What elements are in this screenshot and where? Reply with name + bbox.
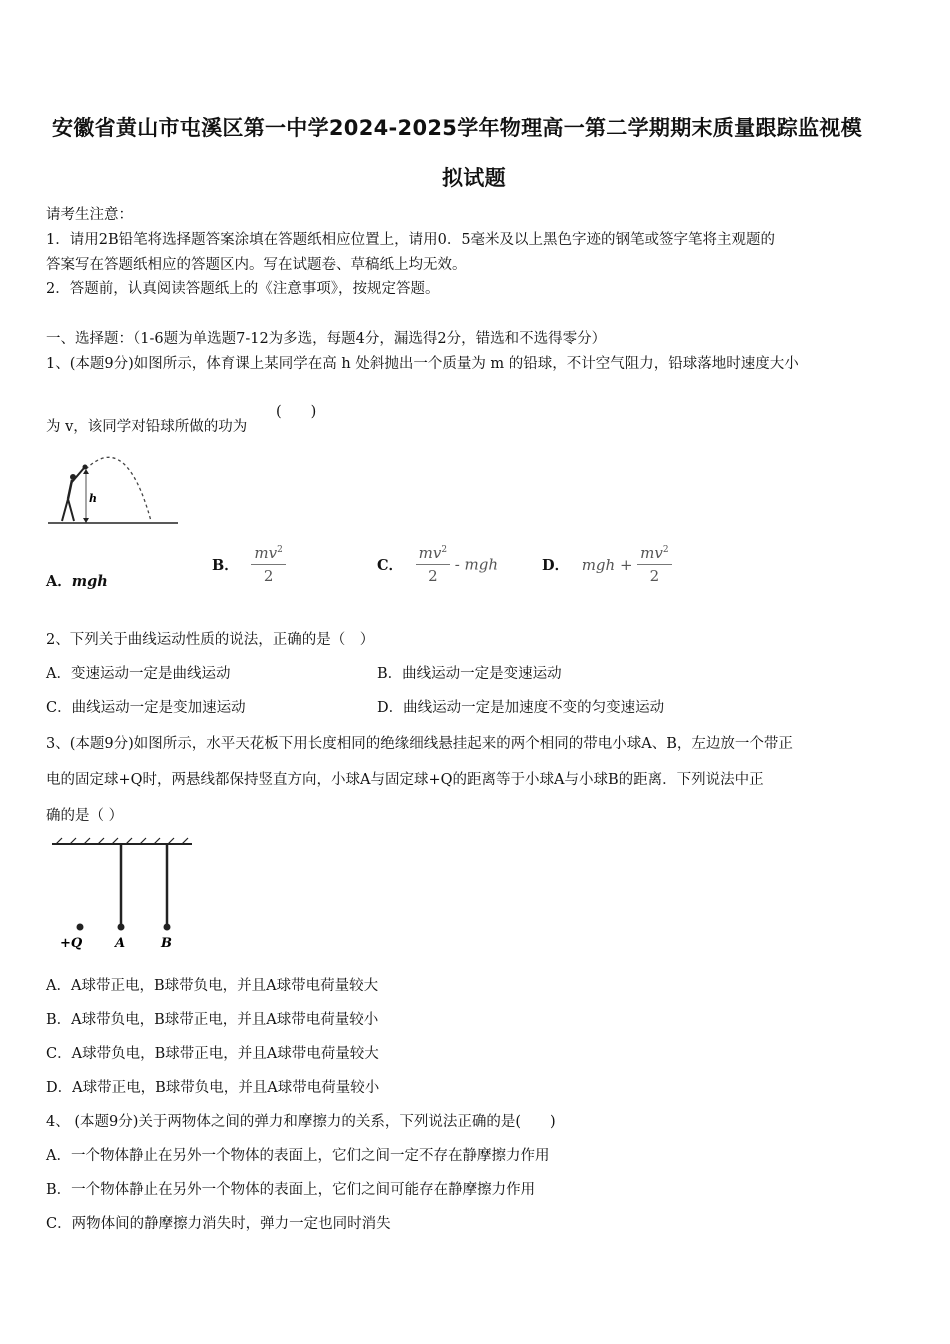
q1-option-b-exponent: 2 (277, 545, 283, 555)
q1-option-d-exponent: 2 (662, 545, 669, 555)
athlete-body (68, 480, 72, 499)
q3-option-c[interactable]: C．A球带负电，B球带正电，并且A球带电荷量较大 (46, 1046, 379, 1062)
ball-b (164, 924, 171, 931)
q1-option-d[interactable] (542, 544, 672, 585)
q2-option-c[interactable]: C．曲线运动一定是变加速运动 (46, 700, 246, 716)
q3-option-b[interactable]: B．A球带负电，B球带正电，并且A球带电荷量较小 (46, 1012, 379, 1028)
q1-option-d-numerator: mv (640, 544, 663, 562)
q2-stem: 2、下列关于曲线运动性质的说法，正确的是（ ） (46, 632, 375, 648)
q1-answer-paren: ( ) (276, 404, 317, 420)
q1-shot-put-figure (46, 455, 181, 530)
q1-option-c-label: C． (377, 557, 404, 574)
q3-option-d[interactable]: D．A球带正电，B球带负电，并且A球带电荷量较小 (46, 1080, 380, 1096)
q1-option-a-label: A． (46, 573, 72, 590)
q4-option-b[interactable]: B．一个物体静止在另外一个物体的表面上，它们之间可能存在静摩擦力作用 (46, 1182, 536, 1198)
q1-option-d-head: mgh + (581, 555, 633, 574)
title-line-2: 拟试题 (442, 166, 506, 190)
q1-option-a[interactable] (46, 570, 108, 591)
q4-option-a[interactable]: A．一个物体静止在另外一个物体的表面上，它们之间一定不存在静摩擦力作用 (46, 1148, 550, 1164)
q3-stem-line-3: 确的是（ ） (46, 808, 124, 824)
q1-option-b-fraction (251, 544, 285, 585)
label-plus-q: +Q (60, 936, 83, 951)
notice-item-2: 2．答题前，认真阅读答题纸上的《注意事项》，按规定答题。 (46, 281, 440, 297)
label-b: B (161, 936, 172, 951)
q3-option-a[interactable]: A．A球带正电，B球带负电，并且A球带电荷量较大 (46, 978, 379, 994)
q1-option-c-numerator: mv (418, 544, 442, 562)
height-arrow-top (83, 469, 89, 474)
q1-option-d-label: D． (542, 557, 570, 574)
q4-option-c[interactable]: C．两物体间的静摩擦力消失时，弹力一定也同时消失 (46, 1216, 391, 1232)
q2-option-b[interactable]: B．曲线运动一定是变速运动 (377, 666, 562, 682)
q1-option-d-denominator: 2 (649, 567, 660, 585)
q1-option-c-exponent: 2 (441, 545, 448, 555)
q2-option-a[interactable]: A．变速运动一定是曲线运动 (46, 666, 231, 682)
q1-option-d-fraction (637, 544, 671, 585)
q1-option-c-fraction (416, 544, 450, 585)
q3-stem-line-2: 电的固定球+Q时，两悬线都保持竖直方向，小球A与固定球+Q的距离等于小球A与小球B的距离．下列说法中正 (46, 772, 764, 788)
q3-stem-line-1: 3、(本题9分)如图所示，水平天花板下用长度相同的绝缘细线悬挂起来的两个相同的带电小球A、B，左边放一个带正 (46, 736, 793, 752)
trajectory-path (86, 457, 151, 521)
q1-option-c-denominator: 2 (428, 567, 438, 585)
notice-item-1-line-2: 答案写在答题纸相应的答题区内。写在试题卷、草稿纸上均无效。 (46, 257, 467, 273)
q1-option-b[interactable] (212, 544, 286, 585)
shot-put-ball (83, 465, 88, 470)
label-a: A (115, 936, 126, 951)
q1-option-b-denominator: 2 (263, 567, 274, 585)
notice-heading: 请考生注意： (46, 207, 133, 223)
athlete-leg-left (62, 499, 68, 521)
q1-stem-line-1: 1、(本题9分)如图所示，体育课上某同学在高 h 处斜抛出一个质量为 m 的铅球，不计空气阻力，铅球落地时速度大小 (46, 356, 799, 372)
q1-option-a-text: mgh (71, 573, 108, 590)
q1-option-b-label: B． (212, 557, 239, 574)
q4-stem: 4、 (本题9分)关于两物体之间的弹力和摩擦力的关系，下列说法正确的是( ) (46, 1114, 556, 1130)
athlete-leg-right (68, 499, 74, 521)
ball-a (118, 924, 125, 931)
section-header: 一、选择题：（1-6题为单选题7-12为多选，每题4分，漏选得2分，错选和不选得零分） (46, 331, 607, 347)
q2-option-d[interactable]: D．曲线运动一定是加速度不变的匀变速运动 (377, 700, 665, 716)
q1-stem-line-2: 为 v，该同学对铅球所做的功为 (46, 419, 248, 435)
title-line-1: 安徽省黄山市屯溪区第一中学2024-2025学年物理高一第二学期期末质量跟踪监视模 (52, 116, 862, 140)
q1-option-c[interactable] (377, 544, 498, 585)
q3-hanging-balls-figure (50, 835, 195, 953)
q1-option-b-numerator: mv (254, 544, 278, 562)
fixed-ball-q (77, 924, 84, 931)
notice-item-1-line-1: 1．请用2B铅笔将选择题答案涂填在答题纸相应位置上，请用0．5毫米及以上黑色字迹的钢笔或签字笔将主观题的 (46, 232, 776, 248)
q1-option-c-tail: - mgh (454, 555, 499, 574)
height-label: h (89, 492, 97, 505)
